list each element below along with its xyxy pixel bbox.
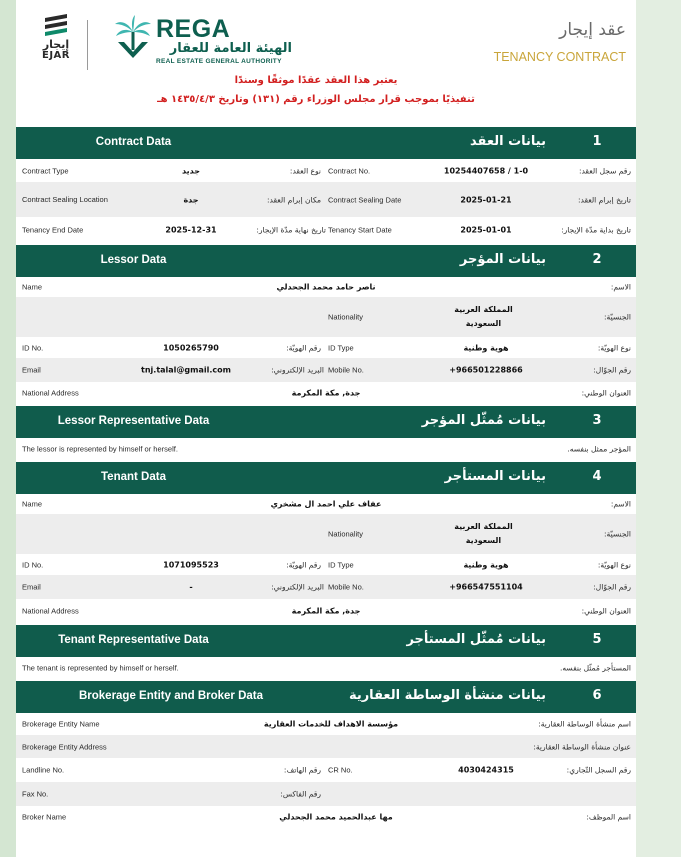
section-number: 2 xyxy=(592,252,602,267)
tenant-mobile-label: Mobile No. xyxy=(328,582,364,592)
lessor-name-ar: الاسم: xyxy=(610,282,631,292)
sealing-location-ar: مكان إبرام العقد: xyxy=(266,195,321,204)
header-divider xyxy=(87,20,88,70)
lessor-name-label: Name xyxy=(22,282,43,292)
tenant-id-type-label: ID Type xyxy=(328,560,354,569)
cr-ar: رقم السجل التّجاري: xyxy=(566,765,631,775)
ejar-arabic-name: إيجار xyxy=(42,38,70,51)
palm-tree-icon xyxy=(114,14,152,66)
contract-row-sealing xyxy=(16,182,636,217)
lessor-mobile-value: +966501228866 xyxy=(449,365,523,375)
brokerage-row-fax xyxy=(16,782,636,806)
lessor-id-no-ar: رقم الهويّة: xyxy=(286,343,321,352)
lessor-id-type-ar: نوع الهويّة: xyxy=(597,343,631,352)
section-title-en: Brokerage Entity and Broker Data xyxy=(78,690,264,702)
section-number: 1 xyxy=(592,134,602,149)
lessor-name-value: ناصر حامد محمد الجحدلي xyxy=(276,282,376,292)
section-title-ar: بيانات العقد xyxy=(470,134,546,149)
sealing-date-value: 2025-01-21 xyxy=(460,195,512,204)
tenant-id-no-ar: رقم الهويّة: xyxy=(286,560,321,569)
end-date-ar: تاريخ نهاية مدّة الإيجار: xyxy=(256,225,326,235)
tenant-mobile-value: +966547551104 xyxy=(449,582,523,592)
tenant-email-ar: البريد الإلكتروني: xyxy=(271,582,324,592)
brokerage-row-address xyxy=(16,735,636,758)
fax-ar: رقم الفاكس: xyxy=(280,789,321,799)
rega-logo xyxy=(114,14,314,72)
lessor-id-no-label: ID No. xyxy=(22,343,44,352)
tenant-name-value: عفاف علي احمد ال مشخري xyxy=(270,499,382,509)
section-number: 6 xyxy=(592,688,602,703)
contract-type-value: جديد xyxy=(181,166,200,175)
lessor-nationality-label: Nationality xyxy=(328,312,364,322)
landline-ar: رقم الهاتف: xyxy=(283,765,321,775)
section-header-tenant-rep xyxy=(16,625,636,657)
lessor-address-label: National Address xyxy=(22,388,79,398)
broker-name-ar: اسم الموظف: xyxy=(586,812,631,822)
lessor-rep-text-en: The lessor is represented by himself or herself. xyxy=(22,444,178,454)
section-header-brokerage xyxy=(16,681,636,713)
entity-name-label: Brokerage Entity Name xyxy=(22,719,100,729)
entity-name-ar: اسم منشأة الوساطة العقارية: xyxy=(538,719,631,729)
fax-label: Fax No. xyxy=(22,789,49,799)
lessor-rep-row xyxy=(16,438,636,460)
tenant-rep-row xyxy=(16,657,636,679)
section-number: 3 xyxy=(592,413,602,428)
section-title-en: Tenant Data xyxy=(101,471,166,483)
lessor-nationality-value: المملكة العربية السعودية xyxy=(454,305,513,328)
lessor-rep-text-ar: المؤجر ممثل بنفسه. xyxy=(567,444,631,454)
lessor-row-address xyxy=(16,382,636,404)
lessor-address-ar: العنوان الوطني: xyxy=(581,388,631,398)
cr-label: CR No. xyxy=(328,765,353,775)
tenant-id-no-value: 1071095523 xyxy=(163,560,219,569)
start-date-value: 2025-01-01 xyxy=(460,225,512,235)
background-strip xyxy=(636,0,681,857)
ejar-english-name: EJAR xyxy=(42,50,70,61)
entity-name-value: مؤسسة الاهداف للخدمات العقارية xyxy=(263,719,399,729)
tenant-row-address xyxy=(16,599,636,623)
section-title-en: Lessor Data xyxy=(100,254,167,266)
tenant-nationality-value: المملكة العربية السعودية xyxy=(454,522,513,545)
tenant-id-no-label: ID No. xyxy=(22,560,44,569)
section-title-en: Contract Data xyxy=(95,136,172,148)
lessor-mobile-label: Mobile No. xyxy=(328,365,364,375)
start-date-ar: تاريخ بداية مدّة الإيجار: xyxy=(561,225,631,235)
lessor-row-name xyxy=(16,277,636,297)
tenant-mobile-ar: رقم الجوّال: xyxy=(593,582,631,592)
lessor-row-id xyxy=(16,337,636,358)
tenant-row-contact xyxy=(16,575,636,599)
section-header-tenant xyxy=(16,462,636,494)
section-number: 5 xyxy=(592,632,602,647)
tenant-id-type-ar: نوع الهويّة: xyxy=(597,560,631,569)
contract-no-ar: رقم سجل العقد: xyxy=(578,166,631,175)
entity-address-ar: عنوان منشأة الوساطة العقارية: xyxy=(533,742,631,751)
contract-row-type xyxy=(16,159,636,182)
sealing-location-value: جدة xyxy=(183,195,199,204)
tenant-row-id xyxy=(16,554,636,575)
section-title-en: Tenant Representative Data xyxy=(58,634,209,646)
contract-row-dates xyxy=(16,217,636,243)
section-title-ar: بيانات المستأجر xyxy=(444,469,546,484)
start-date-label: Tenancy Start Date xyxy=(328,225,392,235)
section-number: 4 xyxy=(592,469,602,484)
end-date-label: Tenancy End Date xyxy=(22,225,84,235)
brokerage-row-name xyxy=(16,713,636,735)
tenant-row-nationality xyxy=(16,514,636,554)
broker-name-value: مها عبدالحميد محمد الجحدلي xyxy=(279,812,393,822)
legal-notice-line-1: يعتبر هذا العقد عقدًا موثقًا وسندًا xyxy=(234,75,398,86)
tenant-email-value: - xyxy=(189,582,193,592)
lessor-mobile-ar: رقم الجوّال: xyxy=(593,365,631,375)
end-date-value: 2025-12-31 xyxy=(165,225,217,235)
section-title-ar: بيانات منشأة الوساطة العقارية xyxy=(348,688,546,703)
sealing-date-ar: تاريخ إبرام العقد: xyxy=(578,195,631,204)
contract-type-ar: نوع العقد: xyxy=(289,166,321,175)
contract-page xyxy=(16,0,636,857)
tenant-address-ar: العنوان الوطني: xyxy=(581,606,631,616)
ejar-logo xyxy=(36,12,76,61)
lessor-email-ar: البريد الإلكتروني: xyxy=(271,365,324,375)
tenant-nationality-label: Nationality xyxy=(328,529,364,539)
document-title-arabic: عقد إيجار xyxy=(559,20,626,40)
section-title-ar: بيانات مُمثّل المؤجر xyxy=(421,413,546,428)
tenant-address-value: جدة, مكة المكرمة xyxy=(291,606,361,616)
section-header-lessor-rep xyxy=(16,406,636,438)
lessor-id-type-value: هوية وطنية xyxy=(463,343,509,352)
lessor-address-value: جدة, مكة المكرمة xyxy=(291,388,361,398)
contract-no-value: 10254407658 / 1-0 xyxy=(443,166,529,175)
lessor-email-value: tnj.talal@gmail.com xyxy=(141,365,231,375)
tenant-email-label: Email xyxy=(22,582,41,592)
section-title-ar: بيانات المؤجر xyxy=(459,252,546,267)
lessor-row-contact xyxy=(16,358,636,382)
entity-address-label: Brokerage Entity Address xyxy=(22,742,107,751)
lessor-nationality-ar: الجنسيّة: xyxy=(604,312,631,322)
document-title-english: TENANCY CONTRACT xyxy=(493,50,626,64)
tenant-id-type-value: هوية وطنية xyxy=(463,560,509,569)
legal-notice-line-2: تنفيذيًا بموجب قرار مجلس الوزراء رقم (١٣١) وتاريخ ١٤٣٥/٤/٣ هـ xyxy=(157,94,475,105)
cr-value: 4030424315 xyxy=(458,765,514,775)
contract-type-label: Contract Type xyxy=(22,166,69,175)
contract-no-label: Contract No. xyxy=(328,166,371,175)
lessor-email-label: Email xyxy=(22,365,41,375)
rega-brand-name: REGA xyxy=(156,15,231,43)
tenant-address-label: National Address xyxy=(22,606,79,616)
rega-arabic-name: الهيئة العامة للعقار xyxy=(169,41,292,56)
lessor-row-nationality xyxy=(16,297,636,337)
tenant-name-label: Name xyxy=(22,499,43,509)
section-header-contract xyxy=(16,127,636,159)
tenant-nationality-ar: الجنسيّة: xyxy=(604,529,631,539)
landline-label: Landline No. xyxy=(22,765,65,775)
tenant-rep-text-ar: المستأجر مُمثّل بنفسه. xyxy=(559,663,631,673)
sealing-location-label: Contract Sealing Location xyxy=(22,194,108,204)
ejar-logo-icon xyxy=(41,12,71,38)
lessor-id-type-label: ID Type xyxy=(328,343,354,352)
lessor-id-no-value: 1050265790 xyxy=(163,343,219,352)
broker-name-label: Broker Name xyxy=(22,812,67,822)
brokerage-row-broker xyxy=(16,806,636,828)
tenant-row-name xyxy=(16,494,636,514)
tenant-name-ar: الاسم: xyxy=(610,499,631,509)
section-title-en: Lessor Representative Data xyxy=(57,415,210,427)
rega-english-name: REAL ESTATE GENERAL AUTHORITY xyxy=(156,58,282,65)
section-title-ar: بيانات مُمثّل المستأجر xyxy=(406,632,546,647)
tenant-rep-text-en: The tenant is represented by himself or herself. xyxy=(22,663,179,673)
sealing-date-label: Contract Sealing Date xyxy=(328,195,402,204)
brokerage-row-landline xyxy=(16,758,636,782)
section-header-lessor xyxy=(16,245,636,277)
